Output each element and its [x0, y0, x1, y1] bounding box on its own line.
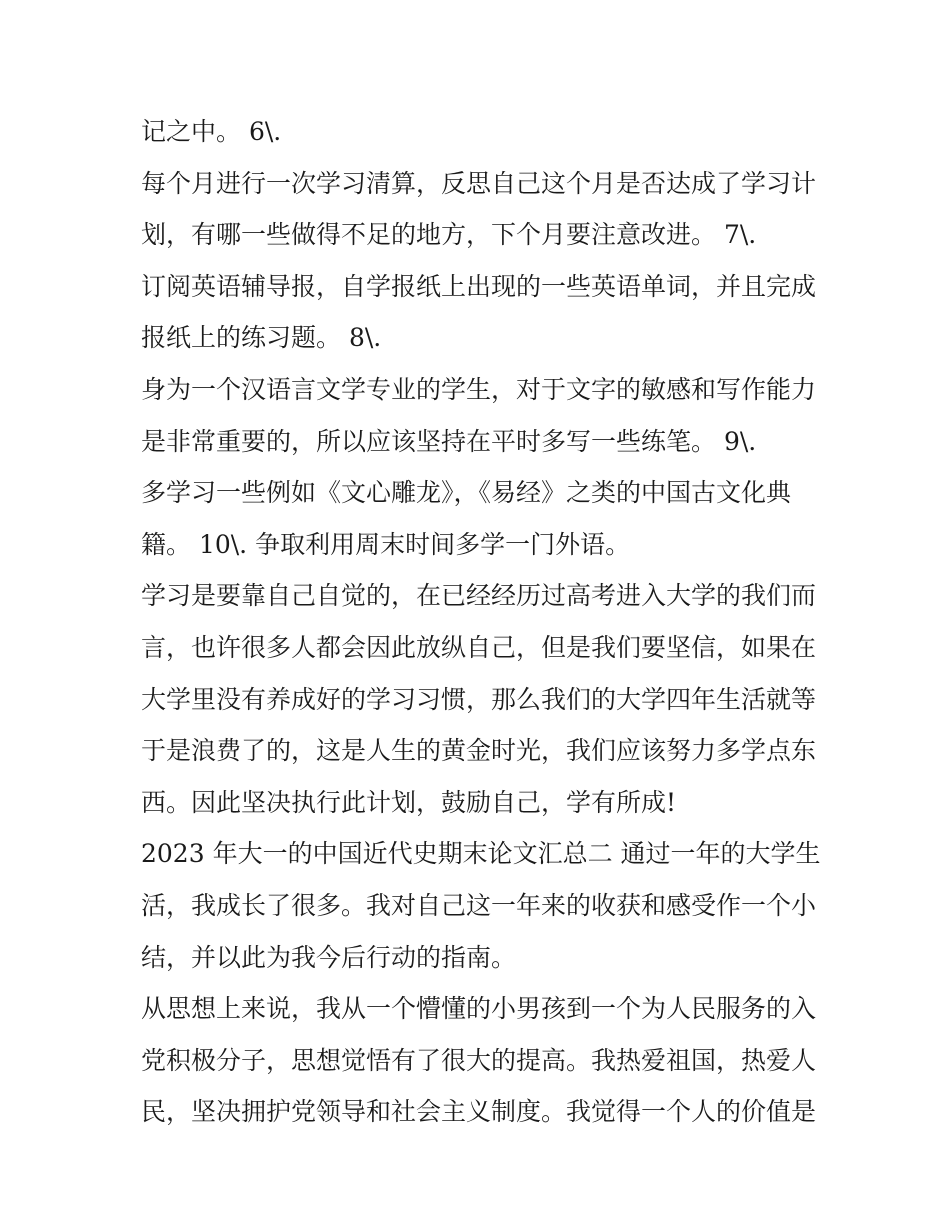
text-line: 活，我成长了很多。我对自己这一年来的收获和感受作一个小	[141, 890, 817, 920]
document-body	[141, 106, 821, 1138]
text-line: 言，也许很多人都会因此放纵自己，但是我们要坚信，如果在	[141, 632, 817, 662]
text-line: 从思想上来说，我从一个懵懂的小男孩到一个为人民服务的入	[141, 994, 817, 1024]
text-line: 党积极分子，思想觉悟有了很大的提高。我热爱祖国，热爱人	[141, 1045, 817, 1075]
text-line: 身为一个汉语言文学专业的学生，对于文字的敏感和写作能力	[141, 374, 817, 404]
text-line: 民，坚决拥护党领导和社会主义制度。我觉得一个人的价值是	[141, 1097, 817, 1127]
text-line: 报纸上的练习题。 8\.	[141, 323, 382, 353]
text-line: 2023 年大一的中国近代史期末论文汇总二 通过一年的大学生	[141, 839, 821, 869]
text-line: 是非常重要的，所以应该坚持在平时多写一些练笔。 9\.	[141, 426, 757, 456]
text-line: 学习是要靠自己自觉的，在已经经历过高考进入大学的我们而	[141, 581, 817, 611]
text-line: 订阅英语辅导报，自学报纸上出现的一些英语单词，并且完成	[141, 271, 817, 301]
text-line: 西。因此坚决执行此计划，鼓励自己，学有所成!	[141, 787, 677, 817]
text-line: 记之中。 6\.	[141, 117, 282, 146]
text-line: 多学习一些例如《文心雕龙》，《易经》之类的中国古文化典	[141, 478, 792, 508]
text-line: 籍。 10\. 争取利用周末时间多学一门外语。	[141, 529, 631, 559]
text-line: 结，并以此为我今后行动的指南。	[141, 942, 517, 972]
text-line: 大学里没有养成好的学习习惯，那么我们的大学四年生活就等	[141, 684, 817, 714]
text-line: 划，有哪一些做得不足的地方，下个月要注意改进。 7\.	[141, 220, 757, 250]
text-line: 于是浪费了的，这是人生的黄金时光，我们应该努力多学点东	[141, 736, 817, 766]
text-line: 每个月进行一次学习清算，反思自己这个月是否达成了学习计	[141, 168, 817, 198]
